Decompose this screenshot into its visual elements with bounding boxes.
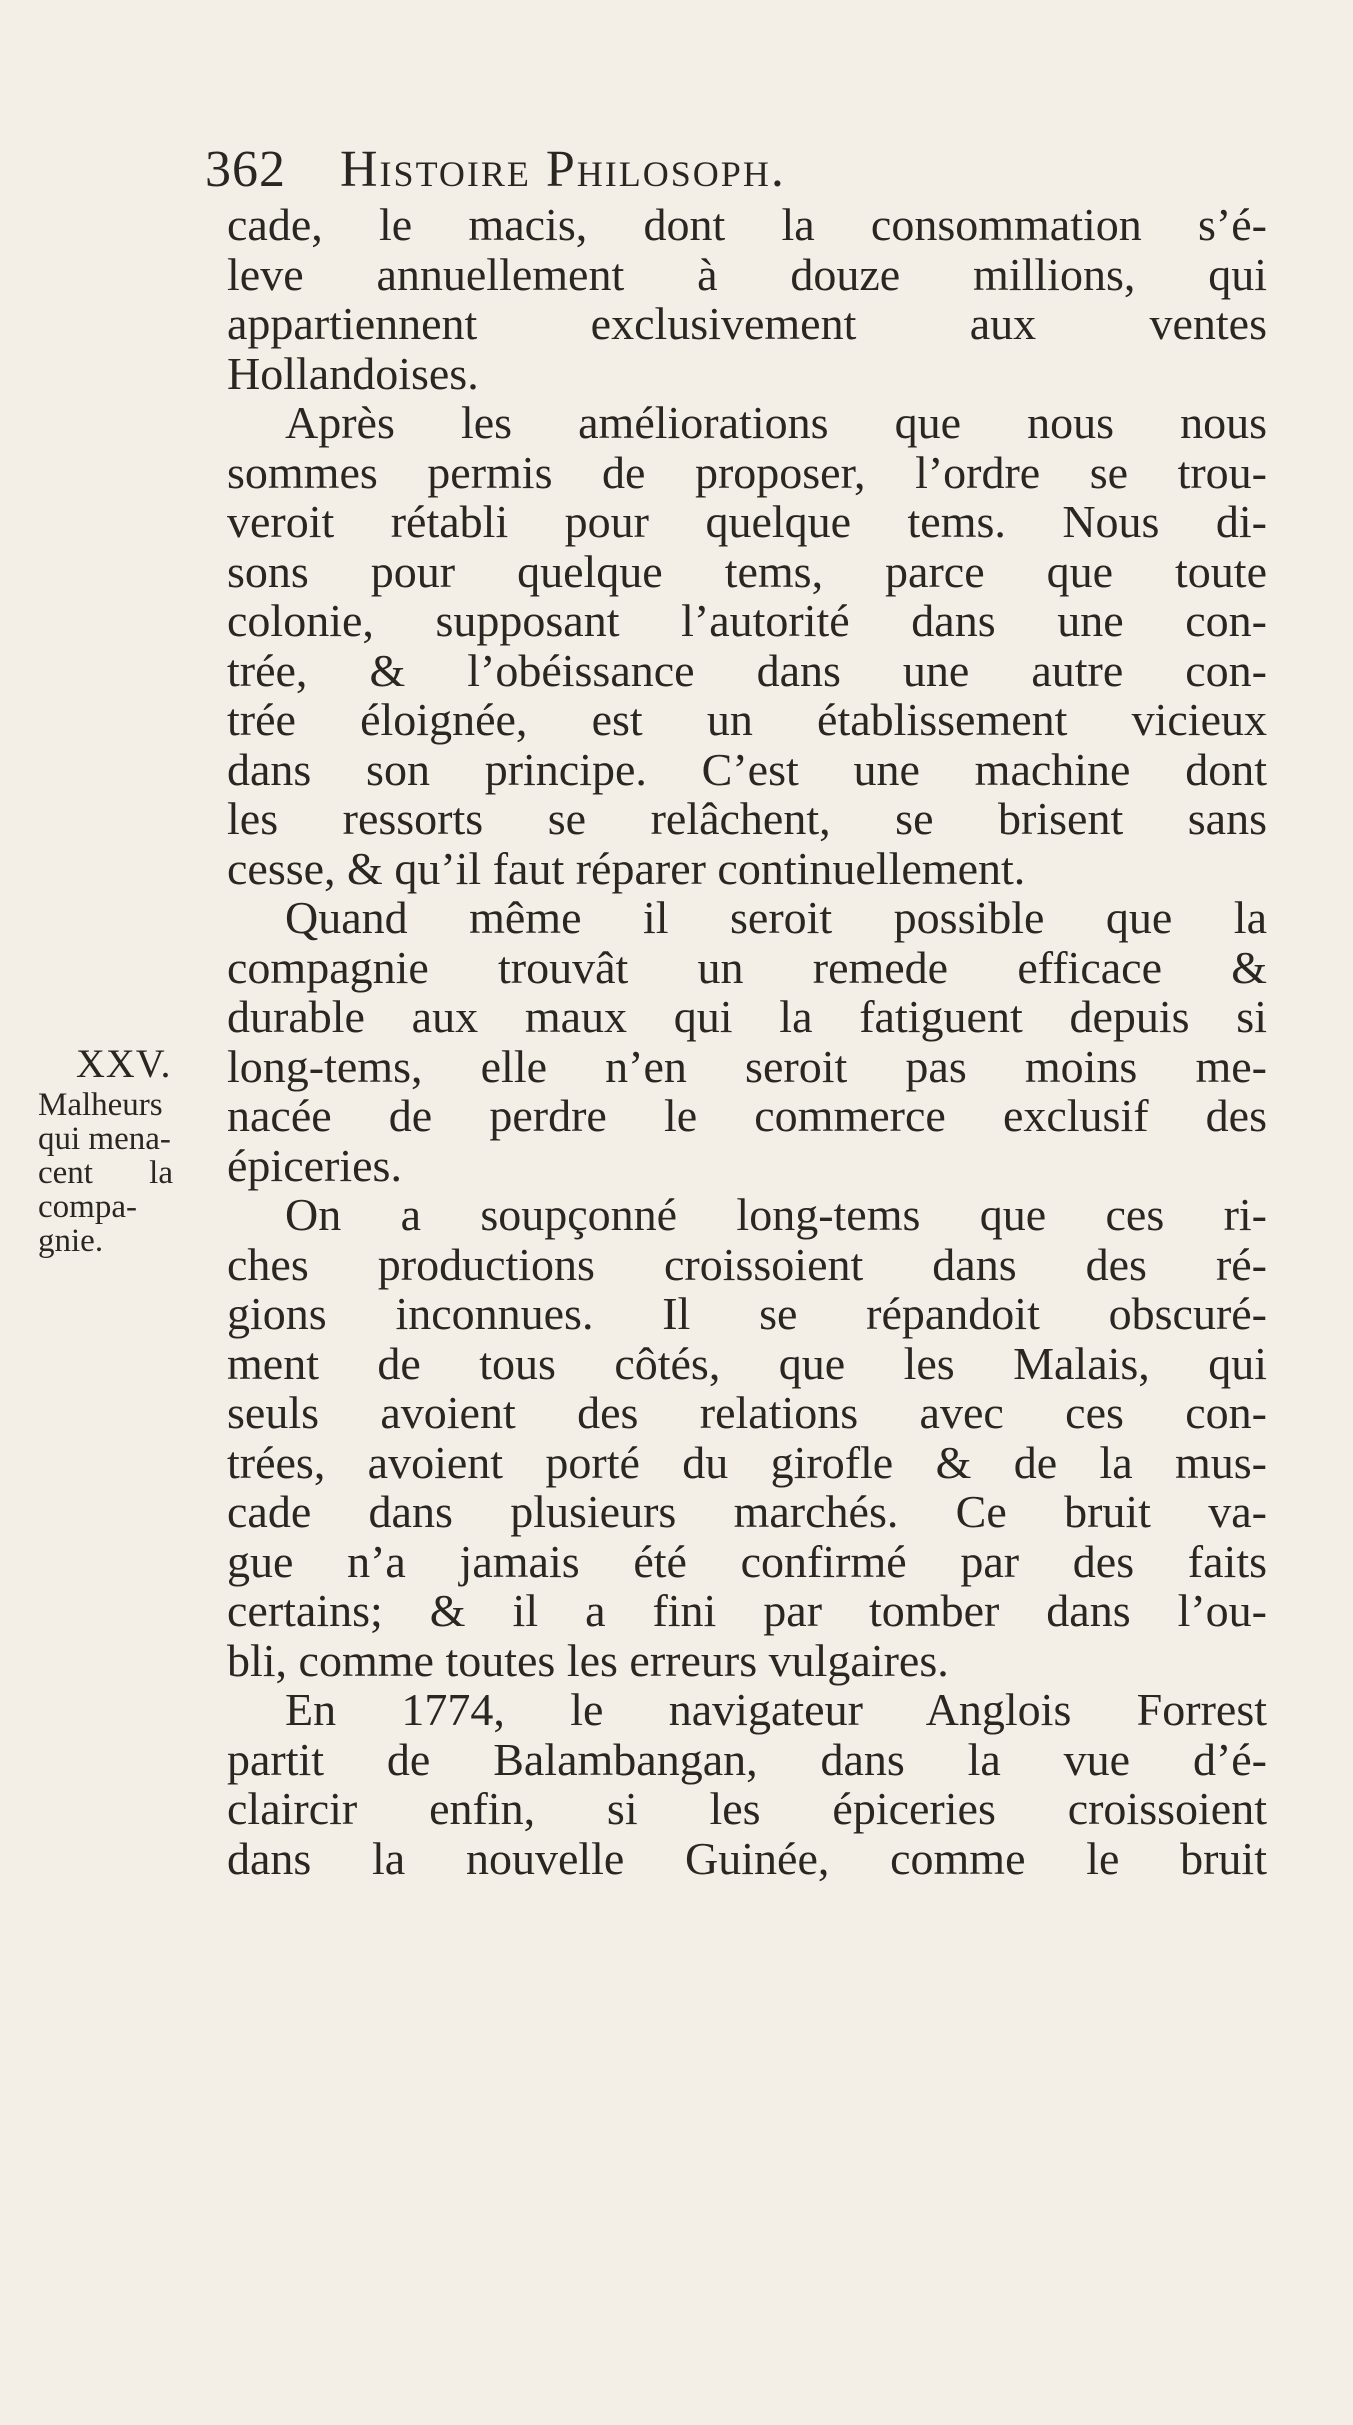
text-line: bli, comme toutes les erreurs vulgaires. (227, 1634, 949, 1686)
section-number: XXV. (76, 1041, 172, 1086)
text-line: certains; & il a fini par tomber dans l’ou- (227, 1585, 1267, 1636)
margin-note (38, 1040, 218, 1258)
text-line: nacée de perdre le commerce exclusif des (227, 1090, 1267, 1141)
running-title: Histoire Philosoph. (340, 141, 786, 198)
margin-note-line: Malheurs (38, 1087, 163, 1123)
page-number: 362 (205, 141, 286, 198)
text-line: partit de Balambangan, dans la vue d’é- (227, 1733, 1267, 1785)
text-line: trée, & l’obéissance dans une autre con- (227, 644, 1267, 696)
text-line: On a soupçonné long-tems que ces ri- (285, 1189, 1267, 1240)
text-line: gue n’a jamais été confirmé par des faits (227, 1535, 1267, 1587)
margin-note-line: compa- (38, 1189, 137, 1225)
text-line: sommes permis de proposer, l’ordre se trou- (227, 446, 1267, 498)
text-line: long-tems, elle n’en seroit pas moins me- (227, 1040, 1267, 1092)
text-line: veroit rétabli pour quelque tems. Nous di- (227, 496, 1267, 547)
text-line: cesse, & qu’il faut réparer continuellement. (227, 842, 1026, 894)
text-line: durable aux maux qui la fatiguent depuis si (227, 991, 1267, 1042)
margin-note-line: cent la (38, 1155, 173, 1191)
text-line: colonie, supposant l’autorité dans une con- (227, 595, 1267, 646)
text-line: trée éloignée, est un établissement vicieux (227, 694, 1267, 745)
text-line: les ressorts se relâchent, se brisent sans (227, 793, 1267, 844)
body-text (227, 200, 1267, 1883)
text-line: Après les améliorations que nous nous (285, 397, 1267, 448)
text-line: compagnie trouvât un remede efficace & (227, 941, 1267, 993)
text-line: seuls avoient des relations avec ces con- (227, 1387, 1267, 1438)
text-line: En 1774, le navigateur Anglois Forrest (285, 1684, 1267, 1735)
text-line: ches productions croissoient dans des ré- (227, 1238, 1267, 1290)
text-line: dans son principe. C’est une machine dont (227, 743, 1267, 795)
text-line: cade, le macis, dont la consommation s’é- (227, 199, 1267, 250)
text-line: gions inconnues. Il se répandoit obscuré- (227, 1288, 1267, 1339)
margin-note-line: gnie. (38, 1223, 104, 1259)
text-line: trées, avoient porté du girofle & de la mus- (227, 1436, 1267, 1488)
margin-note-line: qui mena- (38, 1121, 171, 1157)
text-line: claircir enfin, si les épiceries croissoient (227, 1783, 1267, 1834)
text-line: ment de tous côtés, que les Malais, qui (227, 1337, 1267, 1389)
text-line: épiceries. (227, 1139, 402, 1191)
text-line: sons pour quelque tems, parce que toute (227, 545, 1267, 597)
text-line: Quand même il seroit possible que la (285, 892, 1267, 943)
text-line: cade dans plusieurs marchés. Ce bruit va- (227, 1486, 1267, 1537)
page-header (205, 140, 1205, 200)
text-line: leve annuellement à douze millions, qui (227, 248, 1267, 300)
text-line: Hollandoises. (227, 347, 479, 399)
text-line: appartiennent exclusivement aux ventes (227, 298, 1267, 349)
text-line: dans la nouvelle Guinée, comme le bruit (227, 1832, 1267, 1884)
